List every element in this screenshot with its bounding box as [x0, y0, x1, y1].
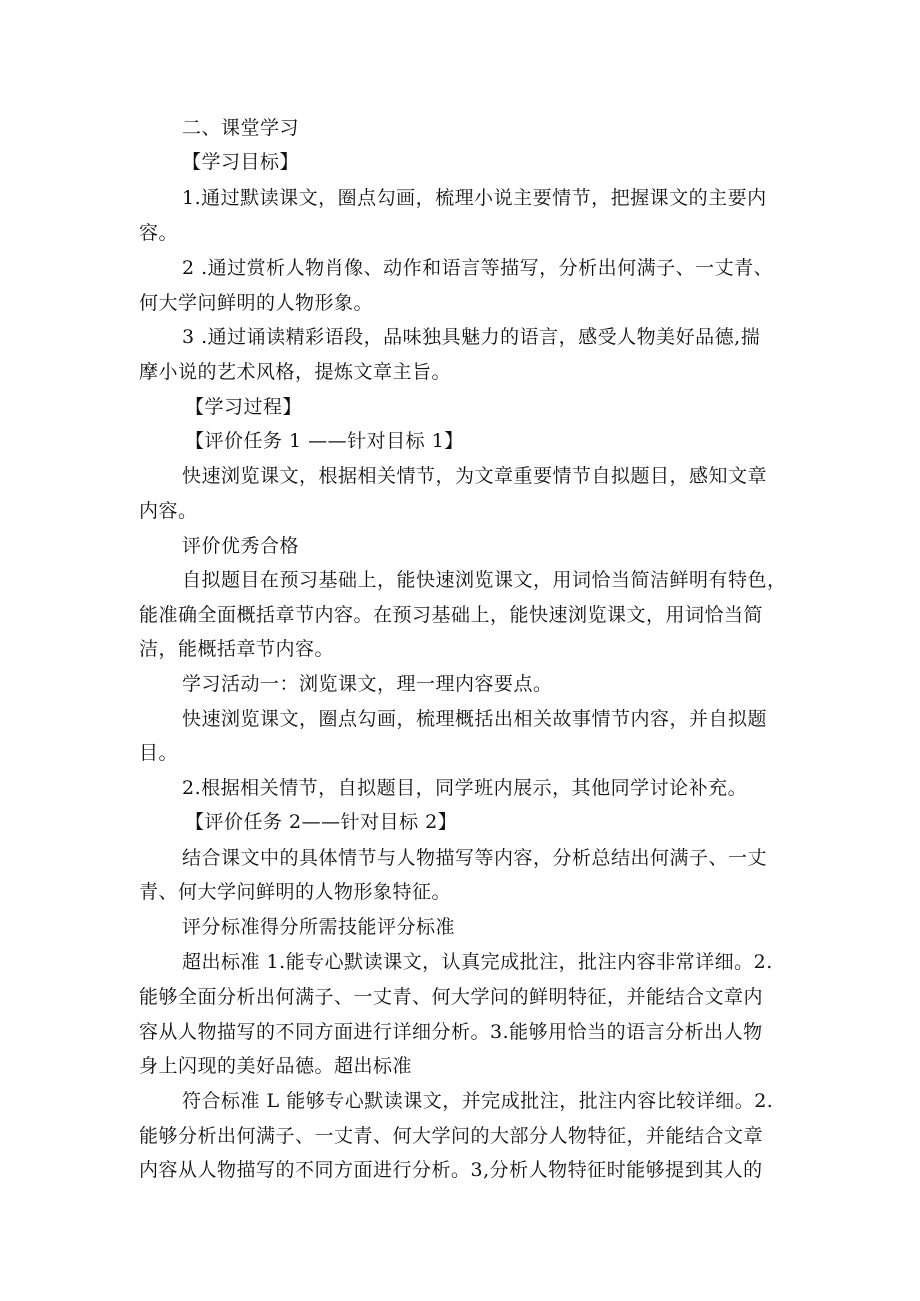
subheading-learning-process: 【学习过程】 [185, 396, 303, 418]
text-line: 能准确全面概括章节内容。在预习基础上，能快速浏览课文，用词恰当简 [139, 604, 764, 626]
text-line: 3 .通过诵读精彩语段，品味独具魅力的语言，感受人物美好品德,揣 [182, 326, 761, 348]
text-line: 自拟题目在预习基础上，能快速浏览课文，用词恰当简洁鲜明有特色， [182, 569, 787, 591]
text-line: 能够全面分析出何满子、一丈青、何大学问的鲜明特征，并能结合文章内 [139, 986, 764, 1008]
subheading-task-2: 【评价任务 2——针对目标 2】 [185, 811, 458, 833]
text-line: 身上闪现的美好品德。超出标准 [139, 1055, 413, 1077]
text-line: 何大学问鲜明的人物形象。 [139, 292, 374, 314]
text-line: 摩小说的艺术风格，提炼文章主旨。 [139, 361, 452, 383]
text-line: 结合课文中的具体情节与人物描写等内容，分析总结出何满子、一丈 [182, 847, 768, 869]
text-line: 评价优秀合格 [182, 535, 300, 557]
text-line: 容。 [139, 222, 179, 244]
text-line: 容从人物描写的不同方面进行详细分析。3.能够用恰当的语言分析出人物 [139, 1021, 763, 1043]
text-line: 评分标准得分所需技能评分标准 [182, 916, 456, 938]
section-heading: 二、课堂学习 [182, 117, 300, 139]
text-line: 学习活动一：浏览课文，理一理内容要点。 [182, 673, 553, 695]
text-line: 青、何大学问鲜明的人物形象特征。 [139, 881, 452, 903]
text-line: 能够分析出何满子、一丈青、何大学问的大部分人物特征，并能结合文章 [139, 1125, 764, 1147]
subheading-learning-goals: 【学习目标】 [182, 151, 300, 173]
text-line: 超出标准 1.能专心默读课文，认真完成批注，批注内容非常详细。2. [182, 951, 773, 973]
text-line: 洁，能概括章节内容。 [139, 638, 335, 660]
text-line: 符合标准 L 能够专心默读课文，并完成批注，批注内容比较详细。2. [182, 1090, 774, 1112]
text-line: 2.根据相关情节，自拟题目，同学班内展示，其他同学讨论补充。 [182, 777, 748, 799]
text-line: 快速浏览课文，圈点勾画，梳理概括出相关故事情节内容，并自拟题 [182, 708, 768, 730]
text-line: 2 .通过赏析人物肖像、动作和语言等描写，分析出何满子、一丈青、 [182, 257, 774, 279]
text-line: 内容从人物描写的不同方面进行分析。3,分析人物特征时能够提到其人的 [139, 1159, 763, 1181]
text-line: 内容。 [139, 500, 198, 522]
subheading-task-1: 【评价任务 1 ——针对目标 1】 [185, 430, 464, 452]
text-line: 1.通过默读课文，圈点勾画，梳理小说主要情节，把握课文的主要内 [182, 187, 767, 209]
text-line: 目。 [139, 742, 179, 764]
text-line: 快速浏览课文，根据相关情节，为文章重要情节自拟题目，感知文章 [182, 465, 768, 487]
